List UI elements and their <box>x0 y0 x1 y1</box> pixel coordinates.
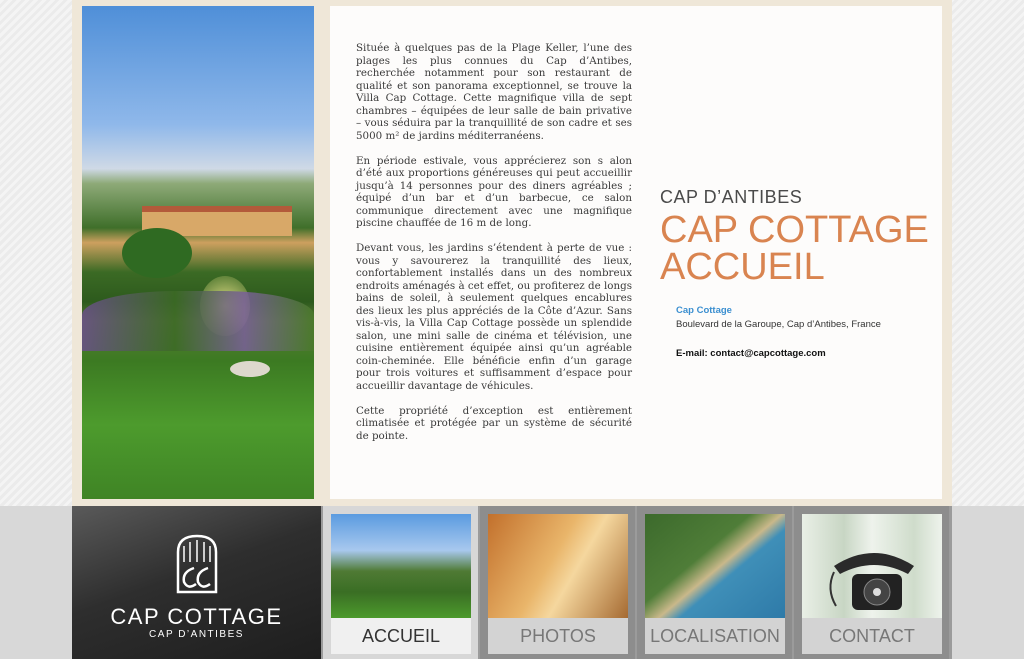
nav-label: PHOTOS <box>488 618 628 654</box>
telephone-icon <box>824 544 924 614</box>
accueil-thumbnail <box>331 514 471 618</box>
contact-address: Boulevard de la Garoupe, Cap d’Antibes, France <box>676 319 881 330</box>
contact-name: Cap Cottage <box>676 305 732 316</box>
hero-subtitle: CAP D’ANTIBES <box>660 187 803 207</box>
nav-localisation[interactable] <box>637 506 792 659</box>
page-title-line2: ACCUEIL <box>660 246 825 288</box>
nav-label: CONTACT <box>802 618 942 654</box>
article-paragraph: Devant vous, les jardins s’étendent à perte de vue : vous y savourerez la tranquillité des lieux, confortablement installés dans un des nombreux endroits aménagés à cet effet, ou profiterez de longs bains de soleil, à seulement quelques encablures des lieux les plus appréciés de la Côte d’Azur. Sans vis-à-vis, la Villa Cap Cottage possède un splendide salon, une mini salle de cinéma et télévision, une cuisine entièrement équipée ainsi qu’un agréable coin-cheminée. Elle bénéficie enfin d’un garage pour trois voitures et suffisamment d’espace pour accueillir davantage de véhicules. <box>356 242 632 392</box>
nav-photos[interactable] <box>480 506 635 659</box>
page-title-line1: CAP COTTAGE <box>660 209 929 251</box>
hero-heading <box>660 187 929 286</box>
nav-label: LOCALISATION <box>645 618 785 654</box>
nav-label: ACCUEIL <box>331 618 471 654</box>
page-title <box>660 209 929 288</box>
article-text <box>356 42 632 455</box>
nav-accueil[interactable] <box>323 506 478 659</box>
logo-subtitle: CAP D’ANTIBES <box>149 629 244 640</box>
logo-name: CAP COTTAGE <box>110 604 283 629</box>
nav-contact[interactable] <box>794 506 949 659</box>
article-paragraph: En période estivale, vous apprécierez son s alon d’été aux proportions généreuses qui peut accueillir jusqu’à 14 personnes pour des diners agréables ; équipé d’un bar et d’un barbecue, ce salon communique directement avec une magnifique piscine chauffée de 16 m de long. <box>356 154 632 229</box>
contact-email[interactable]: E-mail: contact@capcottage.com <box>676 348 826 359</box>
photos-thumbnail <box>488 514 628 618</box>
article-paragraph: Cette propriété d’exception est entièrement climatisée et protégée par un système de sécurité de pointe. <box>356 404 632 442</box>
villa-photo <box>82 6 314 499</box>
site-logo[interactable] <box>72 506 321 659</box>
localisation-thumbnail <box>645 514 785 618</box>
contact-info <box>676 305 881 359</box>
contact-thumbnail <box>802 514 942 618</box>
logo-monogram-icon <box>172 532 222 598</box>
article-paragraph: Située à quelques pas de la Plage Keller, l’une des plages les plus connues du Cap d’Antibes, recherchée notamment pour son restaurant de qualité et son panorama exceptionnel, se trouve la Villa Cap Cottage. Cette magnifique villa de sept chambres – équipées de leur salle de bain privative – vous séduira par la tranquillité de son cadre et ses 5000 m² de jardins méditerranéens. <box>356 42 632 142</box>
